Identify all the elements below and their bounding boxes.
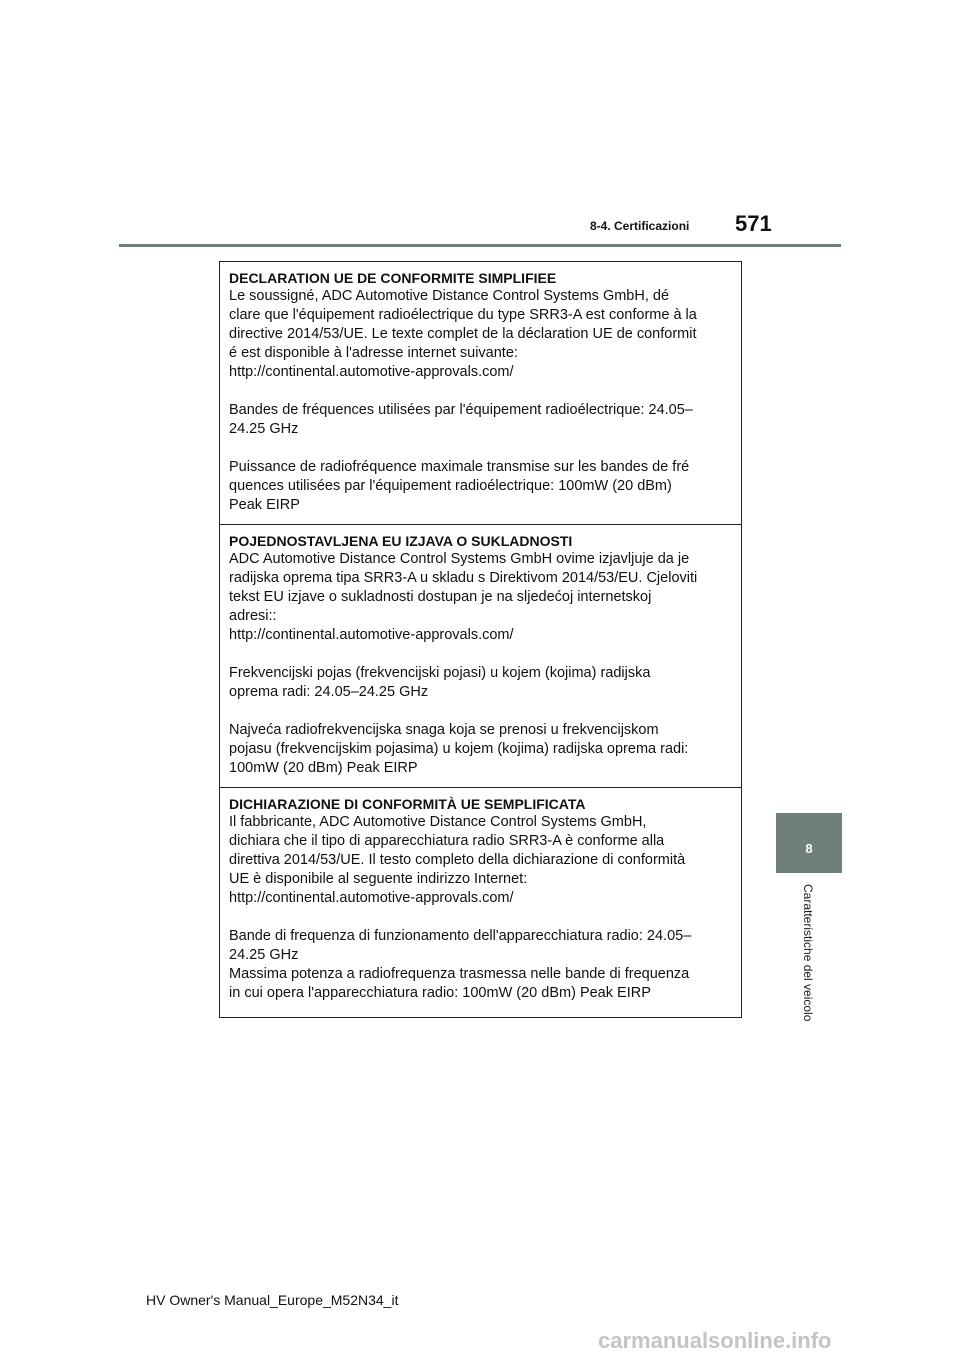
frequency-paragraph: Frekvencijski pojas (frekvencijski pojasi) u kojem (kojima) radijska oprema radi: 24.05–24.25 GHz: [229, 665, 651, 700]
declaration-paragraph: Le soussigné, ADC Automotive Distance Control Systems GmbH, dé clare que l'équipement radioélectrique du type SRR3-A est conforme à la directive 2014/53/UE. Le texte complet de la déclaration UE de conformit é est disponible à l'adresse internet suivante: http://continental.automotive-approvals.com/: [229, 288, 697, 380]
footer-text: HV Owner's Manual_Europe_M52N34_it: [146, 1292, 399, 1308]
declaration-section-hr: [220, 525, 741, 788]
power-paragraph: Najveća radiofrekvencijska snaga koja se prenosi u frekvencijskom pojasu (frekvencijskim pojasima) u kojem (kojima) radijska oprema radi: 100mW (20 dBm) Peak EIRP: [229, 722, 689, 776]
chapter-number: 8: [805, 841, 813, 856]
section-title: 8-4. Certificazioni: [590, 219, 690, 233]
chapter-tab: [776, 813, 842, 873]
declaration-paragraph: Il fabbricante, ADC Automotive Distance Control Systems GmbH, dichiara che il tipo di apparecchiatura radio SRR3-A è conforme alla direttiva 2014/53/UE. Il testo completo della dichiarazione di conformità UE è disponibile al seguente indirizzo Internet: http://continental.automotive-approvals.com/: [229, 814, 686, 906]
frequency-paragraph: Bandes de fréquences utilisées par l'équipement radioélectrique: 24.05– 24.25 GHz: [229, 402, 693, 437]
declaration-section-fr: [220, 262, 741, 525]
section-heading: DECLARATION UE DE CONFORMITE SIMPLIFIEE: [229, 270, 557, 286]
page-number: 571: [735, 211, 772, 236]
section-heading: POJEDNOSTAVLJENA EU IZJAVA O SUKLADNOSTI: [229, 533, 573, 549]
watermark: carmanualsonline.info: [598, 1328, 832, 1353]
declaration-box: [219, 261, 742, 1018]
section-heading: DICHIARAZIONE DI CONFORMITÀ UE SEMPLIFICATA: [229, 796, 586, 812]
chapter-label: Caratteristiche del veicolo: [801, 884, 815, 1022]
header-rule: [119, 244, 841, 247]
power-paragraph: Puissance de radiofréquence maximale transmise sur les bandes de fré quences utilisées par l'équipement radioélectrique: 100mW (20 dBm) Peak EIRP: [229, 459, 690, 513]
declaration-section-it: [220, 788, 741, 1017]
frequency-power-paragraph: Bande di frequenza di funzionamento dell'apparecchiatura radio: 24.05– 24.25 GHz Massima potenza a radiofrequenza trasmessa nelle bande di frequenza in cui opera l'apparecchiatura radio: 100mW (20 dBm) Peak EIRP: [229, 928, 692, 1001]
declaration-paragraph: ADC Automotive Distance Control Systems GmbH ovime izjavljuje da je radijska oprema tipa SRR3-A u skladu s Direktivom 2014/53/EU. Cjeloviti tekst EU izjave o sukladnosti dostupan je na sljedećoj internetskoj adresi:: http://continental.automotive-approvals.com/: [229, 551, 698, 643]
